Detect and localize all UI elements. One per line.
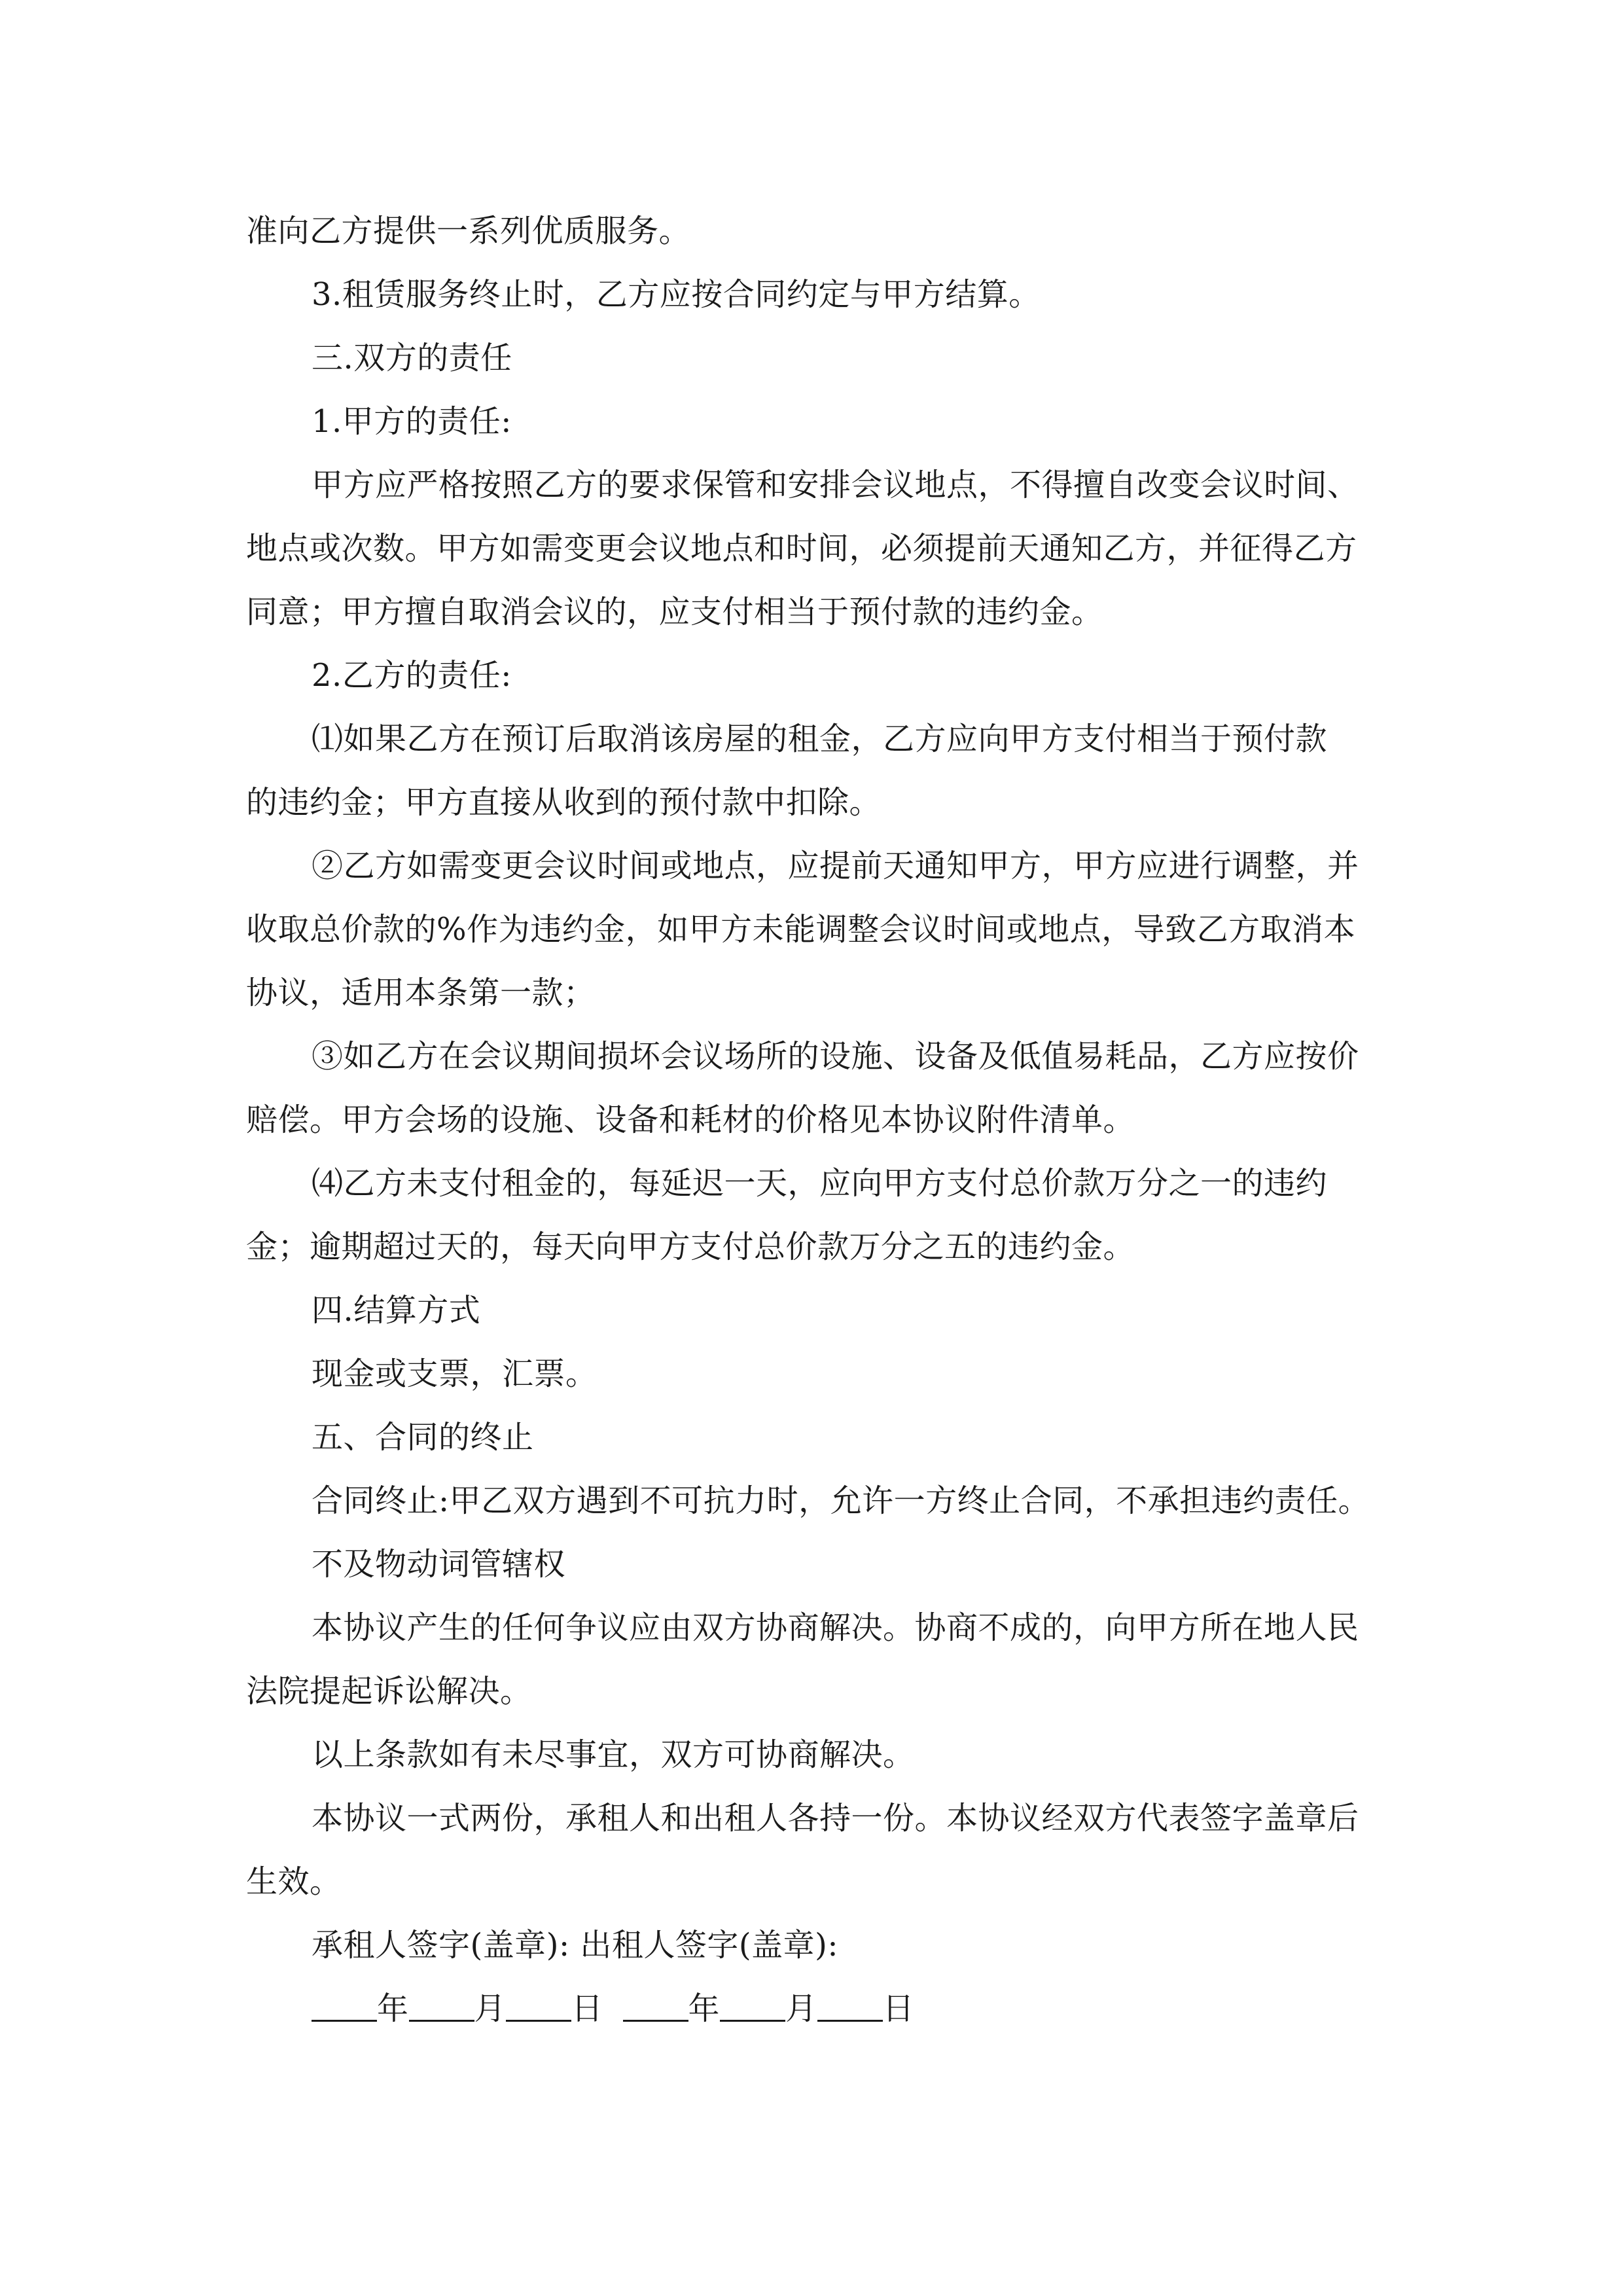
- text-line: 生效。: [246, 1863, 342, 1900]
- day-label: 日: [882, 1990, 915, 2027]
- text-line: ③如乙方在会议期间损坏会议场所的设施、设备及低值易耗品，乙方应按价: [312, 1038, 1359, 1075]
- signature-line: 承租人签字(盖章): 出租人签字(盖章):: [312, 1927, 839, 1964]
- section-heading: 四.结算方式: [312, 1292, 481, 1329]
- month-label: 月: [785, 1990, 817, 2027]
- day-blank: [817, 1994, 883, 2022]
- section-heading: 三.双方的责任: [312, 340, 512, 376]
- year-label: 年: [688, 1990, 721, 2027]
- text-line: 本协议一式两份，承租人和出租人各持一份。本协议经双方代表签字盖章后: [312, 1800, 1359, 1837]
- year-blank: [623, 1994, 688, 2022]
- text-line: 地点或次数。甲方如需变更会议地点和时间，必须提前天通知乙方，并征得乙方: [246, 530, 1357, 567]
- text-line: 收取总价款的%作为违约金，如甲方未能调整会议时间或地点，导致乙方取消本: [246, 911, 1356, 948]
- text-line: ⑴如果乙方在预订后取消该房屋的租金，乙方应向甲方支付相当于预付款: [312, 721, 1328, 757]
- text-line: 同意；甲方擅自取消会议的，应支付相当于预付款的违约金。: [246, 594, 1103, 630]
- document-body: [246, 200, 1398, 2041]
- month-blank: [409, 1994, 474, 2022]
- section-heading: 五、合同的终止: [312, 1419, 534, 1456]
- text-line: 以上条款如有未尽事宜，双方可协商解决。: [312, 1736, 915, 1773]
- day-blank: [506, 1994, 571, 2022]
- text-line: 协议，适用本条第一款；: [246, 975, 596, 1011]
- text-line: 本协议产生的任何争议应由双方协商解决。协商不成的，向甲方所在地人民: [312, 1609, 1359, 1646]
- section-heading: 不及物动词管辖权: [312, 1546, 566, 1583]
- date-line: [246, 1977, 1398, 2041]
- month-blank: [720, 1994, 785, 2022]
- text-line: 现金或支票，汇票。: [312, 1355, 597, 1392]
- subsection-heading: 1.甲方的责任:: [312, 403, 512, 440]
- text-line: 的违约金；甲方直接从收到的预付款中扣除。: [246, 784, 882, 821]
- month-label: 月: [474, 1990, 507, 2027]
- year-label: 年: [377, 1990, 409, 2027]
- text-line: 甲方应严格按照乙方的要求保管和安排会议地点，不得擅自改变会议时间、: [312, 467, 1359, 503]
- text-line: 3.租赁服务终止时，乙方应按合同约定与甲方结算。: [312, 276, 1041, 313]
- text-line: 法院提起诉讼解决。: [246, 1673, 532, 1710]
- subsection-heading: 2.乙方的责任:: [312, 657, 512, 694]
- day-label: 日: [571, 1990, 603, 2027]
- text-line: 准向乙方提供一系列优质服务。: [246, 213, 691, 249]
- text-line: ②乙方如需变更会议时间或地点，应提前天通知甲方，甲方应进行调整，并: [312, 848, 1359, 884]
- text-line: 合同终止:甲乙双方遇到不可抗力时，允许一方终止合同，不承担违约责任。: [312, 1482, 1370, 1519]
- year-blank: [312, 1994, 377, 2022]
- text-line: 金；逾期超过天的，每天向甲方支付总价款万分之五的违约金。: [246, 1229, 1135, 1265]
- text-line: ⑷乙方未支付租金的，每延迟一天，应向甲方支付总价款万分之一的违约: [312, 1165, 1328, 1202]
- text-line: 赔偿。甲方会场的设施、设备和耗材的价格见本协议附件清单。: [246, 1102, 1135, 1138]
